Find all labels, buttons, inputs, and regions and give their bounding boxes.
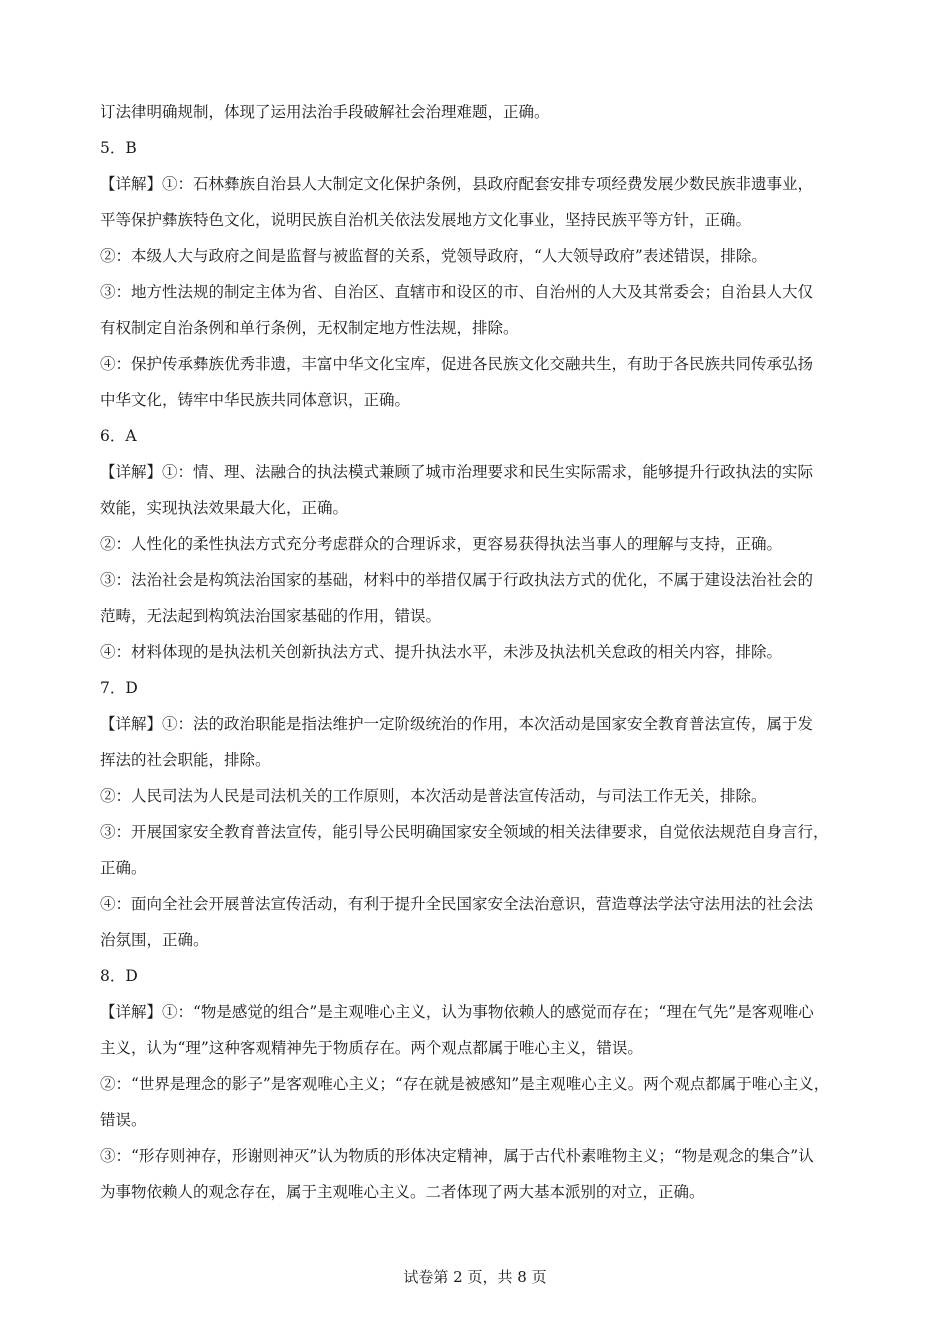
answer-heading-6: 6．A (100, 427, 137, 445)
text-line: 【详解】①：“物是感觉的组合”是主观唯心主义，认为事物依赖人的感觉而存在；“理在气先”是客观唯心 (100, 1003, 814, 1021)
page-footer: 试卷第 2 页，共 8 页 (403, 1268, 547, 1286)
text-line: 范畴，无法起到构筑法治国家基础的作用，错误。 (100, 607, 442, 625)
text-line: ④：材料体现的是执法机关创新执法方式、提升执法水平，未涉及执法机关怠政的相关内容，排除。 (100, 643, 783, 661)
text-line: 中华文化，铸牢中华民族共同体意识，正确。 (100, 391, 411, 409)
text-line: 错误。 (100, 1111, 147, 1129)
text-line: ②：“世界是理念的影子”是客观唯心主义；“存在就是被感知”是主观唯心主义。两个观点都属于唯心主义， (100, 1075, 830, 1093)
text-line: 有权制定自治条例和单行条例，无权制定地方性法规，排除。 (100, 319, 519, 337)
text-line: 治氛围，正确。 (100, 931, 209, 949)
text-line: 正确。 (100, 859, 147, 877)
text-line: ②：人性化的柔性执法方式充分考虑群众的合理诉求，更容易获得执法当事人的理解与支持，正确。 (100, 535, 783, 553)
text-line: 挥法的社会职能，排除。 (100, 751, 271, 769)
text-line: 【详解】①：法的政治职能是指法维护一定阶级统治的作用，本次活动是国家安全教育普法宣传，属于发 (100, 715, 814, 733)
text-line: 效能，实现执法效果最大化，正确。 (100, 499, 349, 517)
text-line: 【详解】①：情、理、法融合的执法模式兼顾了城市治理要求和民生实际需求，能够提升行政执法的实际 (100, 463, 814, 481)
answer-heading-8: 8．D (100, 967, 138, 985)
text-line: 主义，认为“理”这种客观精神先于物质存在。两个观点都属于唯心主义，错误。 (100, 1039, 643, 1057)
text-line: 【详解】①：石林彝族自治县人大制定文化保护条例，县政府配套安排专项经费发展少数民族非遗事业， (100, 175, 814, 193)
text-line: ②：人民司法为人民是司法机关的工作原则，本次活动是普法宣传活动，与司法工作无关，排除。 (100, 787, 767, 805)
answer-explanations (100, 94, 860, 1210)
text-line: ③：“形存则神存，形谢则神灭”认为物质的形体决定精神，属于古代朴素唯物主义；“物是观念的集合”认 (100, 1147, 814, 1165)
text-line: ③：开展国家安全教育普法宣传，能引导公民明确国家安全领域的相关法律要求，自觉依法规范自身言行， (100, 823, 829, 841)
text-line: ④：保护传承彝族优秀非遗，丰富中华文化宝库，促进各民族文化交融共生，有助于各民族共同传承弘扬 (100, 355, 814, 373)
text-line: ③：法治社会是构筑法治国家的基础，材料中的举措仅属于行政执法方式的优化，不属于建设法治社会的 (100, 571, 814, 589)
text-line: ②：本级人大与政府之间是监督与被监督的关系，党领导政府，“人大领导政府”表述错误，排除。 (100, 247, 767, 265)
text-line: ④：面向全社会开展普法宣传活动，有利于提升全民国家安全法治意识，营造尊法学法守法用法的社会法 (100, 895, 814, 913)
answer-heading-5: 5．B (100, 139, 137, 157)
text-line: ③：地方性法规的制定主体为省、自治区、直辖市和设区的市、自治州的人大及其常委会；自治县人大仅 (100, 283, 814, 301)
text-line: 订法律明确规制，体现了运用法治手段破解社会治理难题，正确。 (100, 103, 550, 121)
text-line: 平等保护彝族特色文化，说明民族自治机关依法发展地方文化事业，坚持民族平等方针，正确。 (100, 211, 752, 229)
text-line: 为事物依赖人的观念存在，属于主观唯心主义。二者体现了两大基本派别的对立，正确。 (100, 1183, 705, 1201)
answer-heading-7: 7．D (100, 679, 138, 697)
